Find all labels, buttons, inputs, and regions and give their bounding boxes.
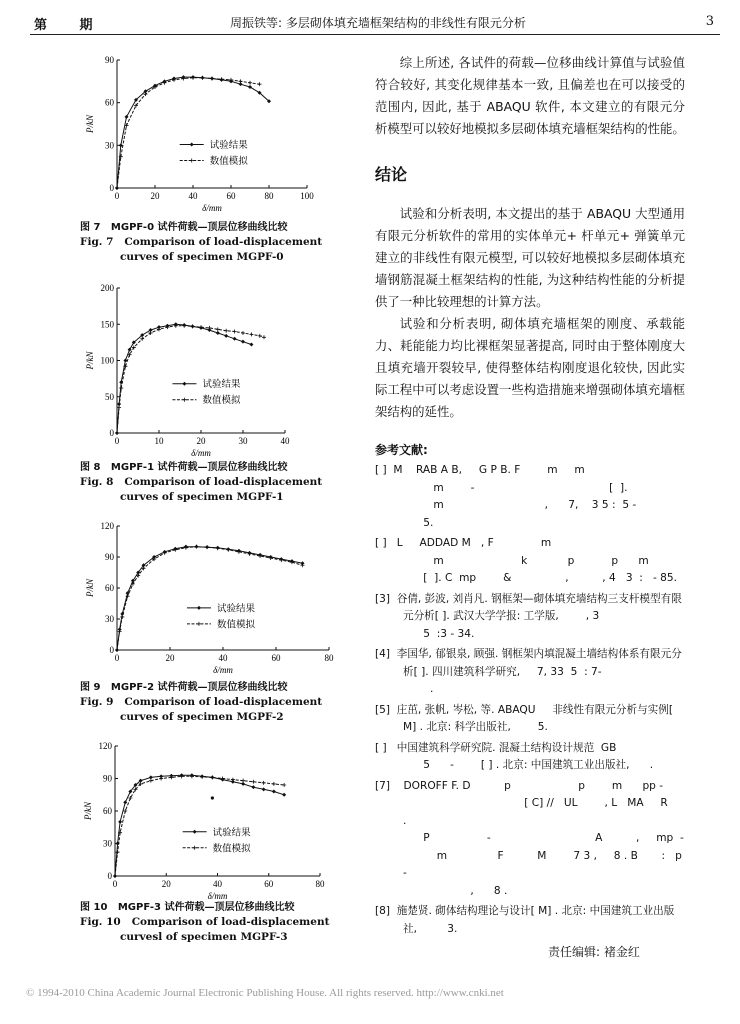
data-point-simulation: [115, 431, 119, 435]
chart-fig10: [75, 740, 325, 901]
caption-zh-label: 图 8: [80, 462, 101, 473]
copyright-footer: © 1994-2010 China Academic Journal Electronic Publishing House. All rights reserved. http://www.cnki.net: [26, 987, 504, 999]
editor-credit: 责任编辑: 褚金红: [548, 945, 640, 959]
right-column: [375, 52, 685, 941]
y-tick-label: 0: [107, 871, 112, 881]
y-axis-label: P/kN: [85, 115, 95, 133]
references-heading: 参考文献:: [375, 443, 428, 457]
y-axis-label: P/kN: [85, 579, 95, 597]
caption-en-label: Fig. 8: [80, 476, 114, 488]
data-point-simulation: [115, 186, 119, 190]
figure-8-caption: [80, 460, 350, 505]
reference-item: [4] 李国华, 郁银泉, 顾强. 钢框架内填混凝土墙结构体系有限元分析[ ]. 四川建筑科学研究, 7, 33 5 : 7- .: [375, 648, 682, 695]
figure-8: [75, 280, 315, 458]
series-line-test: [117, 547, 303, 650]
y-tick-label: 100: [100, 355, 114, 366]
conclusion-paragraph-2: 试验和分析表明, 砌体填充墙框架的刚度、承载能力、耗能能力均比裸框架显著提高, 同时由于整体刚度大且填充墙开裂较早, 使得整体结构刚度退化较快, 因此实际工程中可以考虑设置一些构造措施来增强砌体填充墙框架结构的延性。: [375, 316, 685, 419]
series-line-test: [117, 77, 269, 188]
data-point-simulation: [233, 330, 237, 334]
x-tick-label: 40: [188, 191, 198, 201]
y-axis-label: P/kN: [85, 351, 95, 370]
legend-marker-simulation: [193, 846, 197, 850]
data-point-simulation: [258, 334, 262, 338]
legend-label: 数值模拟: [212, 844, 251, 855]
legend-label: 试验结果: [216, 604, 255, 615]
caption-zh-title: MGPF-0 试件荷载—顶层位移曲线比较: [110, 222, 288, 233]
x-axis-label: δ/mm: [207, 891, 228, 901]
data-point-simulation: [258, 82, 262, 86]
caption-en-title: Comparison of load-displacement curves of specimen MGPF-2: [120, 696, 323, 723]
data-point-test: [251, 785, 255, 789]
data-point-simulation: [140, 337, 144, 341]
caption-en-title: Comparison of load-displacement curvesl of specimen MGPF-3: [120, 916, 330, 943]
x-tick-label: 80: [264, 191, 274, 201]
legend-label: 试验结果: [202, 380, 241, 391]
legend-marker-simulation: [182, 398, 186, 402]
issue-label: 第 期: [34, 18, 107, 33]
legend-marker-simulation: [197, 622, 201, 626]
data-point-test: [123, 359, 127, 363]
reference-item: [8] 施楚贤. 砌体结构理论与设计[ M] . 北京: 中国建筑工业出版社, 3.: [375, 905, 675, 935]
data-point-simulation: [251, 780, 255, 784]
caption-en-label: Fig. 9: [80, 696, 114, 708]
data-point-test: [282, 793, 286, 797]
data-point-simulation: [210, 76, 214, 80]
data-point-simulation: [191, 76, 195, 80]
y-tick-label: 90: [103, 773, 112, 784]
conclusion-paragraph-1: 试验和分析表明, 本文提出的基于 ABAQU 大型通用有限元分析软件的常用的实体单元+ 杆单元+ 弹簧单元建立的非线性有限元模型, 可以较好地模拟多层砌体填充墙钢筋混凝土框架结构的性能, 为这种结构性能的分析提供了一种比较理想的计算方法。: [375, 206, 685, 309]
legend-marker-test: [190, 142, 194, 146]
caption-en-title: Comparison of load-displacement curves of specimen MGPF-0: [120, 236, 323, 263]
data-point-simulation: [239, 79, 243, 83]
data-point-simulation: [159, 777, 163, 781]
legend-marker-simulation: [190, 158, 194, 162]
series-line-test: [117, 324, 251, 433]
data-point-simulation: [115, 648, 119, 652]
series-line-simulation: [117, 78, 260, 188]
legend-label: 数值模拟: [209, 156, 248, 167]
data-point-simulation: [262, 335, 266, 339]
x-tick-label: 20: [150, 191, 160, 201]
y-tick-label: 0: [109, 645, 114, 655]
data-point-simulation: [191, 324, 195, 328]
data-point-simulation: [116, 850, 120, 854]
y-tick-label: 30: [105, 614, 114, 624]
data-point-test: [233, 337, 237, 341]
y-tick-label: 150: [100, 319, 114, 330]
data-point-test: [272, 790, 276, 794]
data-point-test: [241, 340, 245, 344]
data-point-simulation: [231, 778, 235, 782]
caption-zh-label: 图 7: [80, 222, 101, 233]
x-tick-label: 60: [264, 879, 274, 889]
data-point-test: [118, 820, 122, 824]
conclusion-heading: 结论: [375, 165, 408, 184]
figure-9: [75, 520, 334, 675]
data-point-simulation: [216, 546, 220, 550]
data-point-simulation: [113, 874, 117, 878]
caption-zh-title: MGPF-1 试件荷载—顶层位移曲线比较: [110, 462, 288, 473]
series-line-simulation: [115, 776, 284, 876]
data-point-simulation: [216, 327, 220, 331]
x-tick-label: 30: [238, 436, 248, 446]
data-point-simulation: [119, 386, 123, 390]
x-tick-label: 0: [114, 436, 120, 446]
legend-label: 试验结果: [209, 140, 248, 151]
caption-zh-title: MGPF-3 试件荷载—顶层位移曲线比较: [117, 902, 295, 913]
legend-marker-test: [193, 830, 197, 834]
legend-label: 数值模拟: [202, 396, 241, 407]
x-tick-label: 60: [271, 653, 281, 663]
y-tick-label: 0: [109, 183, 114, 193]
intro-paragraph: 综上所述, 各试件的荷载—位移曲线计算值与试验值符合较好, 其变化规律基本一致, 且偏差也在可以接受的范围内, 因此, 基于 ABAQU 软件, 本文建立的有限元分析模型可以较好地模拟多层砌体填充墙框架结构的性能。: [375, 55, 685, 136]
y-tick-label: 30: [105, 140, 114, 151]
x-axis-label: δ/mm: [202, 203, 222, 213]
y-tick-label: 30: [103, 838, 112, 849]
x-tick-label: 80: [324, 653, 334, 663]
data-point-simulation: [262, 781, 266, 785]
reference-item: [5] 庄茁, 张帆, 岑松, 等. ABAQU 非线性有限元分析与实例[ M] . 北京: 科学出版社, 5.: [375, 703, 677, 733]
legend-label: 数值模拟: [216, 620, 255, 631]
page-number: 3: [705, 14, 714, 29]
x-tick-label: 0: [112, 879, 118, 889]
x-tick-label: 60: [226, 191, 236, 201]
legend-marker-test: [197, 606, 201, 610]
legend-label: 试验结果: [212, 828, 251, 839]
caption-zh-label: 图 10: [80, 902, 108, 913]
data-point-simulation: [132, 345, 136, 349]
chart-fig8: [75, 280, 315, 458]
y-tick-label: 60: [103, 806, 112, 816]
x-tick-label: 10: [154, 436, 164, 446]
data-point-simulation: [149, 779, 153, 783]
data-point-test: [224, 334, 228, 338]
running-header: [30, 8, 720, 35]
x-tick-label: 20: [161, 879, 171, 889]
legend-marker-test: [182, 382, 186, 386]
y-tick-label: 90: [105, 552, 114, 562]
y-tick-label: 120: [100, 521, 114, 531]
y-tick-label: 60: [105, 97, 114, 108]
figure-7-caption: [80, 220, 350, 265]
data-point-simulation: [200, 775, 204, 779]
data-point-simulation: [241, 331, 245, 335]
data-point-simulation: [182, 324, 186, 328]
y-tick-label: 200: [100, 283, 114, 293]
data-point-simulation: [118, 629, 122, 633]
caption-en-label: Fig. 10: [80, 916, 121, 928]
y-tick-label: 120: [98, 741, 112, 751]
reference-item: [3] 谷倩, 彭波, 刘肖凡. 钢框架—砌体填充墙结构三支杆模型有限元分析[ ]. 武汉大学学报: 工学版, , 3 5 :3 - 34.: [375, 592, 682, 640]
data-point-test: [249, 343, 253, 347]
data-point-simulation: [210, 775, 214, 779]
x-tick-label: 0: [114, 653, 120, 663]
data-point-simulation: [249, 332, 253, 336]
data-point-simulation: [205, 545, 209, 549]
figure-9-caption: [80, 680, 350, 725]
figure-7: [75, 52, 315, 212]
data-point-test: [216, 331, 220, 335]
reference-item: [ ] 中国建筑科学研究院. 混凝土结构设计规范 GB 5 - [ ] . 北京: 中国建筑工业出版社, .: [375, 741, 654, 771]
outlier-point: [211, 796, 214, 799]
data-point-test: [123, 800, 127, 804]
data-point-simulation: [248, 81, 252, 85]
data-point-simulation: [201, 76, 205, 80]
reference-item: [ ] M RAB A B, G P B. F m m m - [ ]. m , 7, 3 5 : 5 - 5.: [375, 464, 637, 529]
data-point-simulation: [224, 329, 228, 333]
data-point-test: [125, 115, 129, 119]
y-tick-label: 60: [105, 583, 114, 593]
caption-en-label: Fig. 7: [80, 236, 114, 248]
data-point-simulation: [195, 545, 199, 549]
x-tick-label: 80: [315, 879, 325, 889]
x-tick-label: 40: [213, 879, 222, 889]
reference-item: [7] DOROFF F. D p p m pp - [ C] // UL , L MA R . P - A , mp - m F M 7 3 , 8 . B : p - , 8 .: [375, 779, 684, 897]
x-tick-label: 20: [165, 653, 175, 663]
data-point-simulation: [272, 782, 276, 786]
chart-fig9: [75, 520, 334, 675]
figure-10-caption: [80, 900, 350, 945]
x-axis-label: δ/mm: [191, 448, 211, 458]
data-point-simulation: [117, 406, 121, 410]
x-tick-label: 100: [300, 191, 314, 201]
y-tick-label: 50: [105, 391, 114, 402]
x-tick-label: 20: [196, 436, 206, 446]
chart-fig7: [75, 52, 315, 212]
x-tick-label: 0: [114, 191, 120, 201]
series-line-test: [115, 775, 284, 876]
x-axis-label: δ/mm: [213, 665, 233, 675]
data-point-simulation: [120, 615, 124, 619]
data-point-simulation: [241, 779, 245, 783]
x-tick-label: 40: [280, 436, 290, 446]
caption-zh-title: MGPF-2 试件荷载—顶层位移曲线比较: [110, 682, 288, 693]
series-line-simulation: [117, 547, 303, 650]
data-point-simulation: [301, 563, 305, 567]
figure-10: [75, 740, 325, 901]
caption-en-title: Comparison of load-displacement curves of specimen MGPF-1: [120, 476, 323, 503]
reference-item: [ ] L ADDAD M , F m m k p p m [ ]. C mp & , , 4 3 : - 85.: [375, 537, 678, 584]
y-tick-label: 0: [109, 428, 114, 438]
y-tick-label: 90: [105, 55, 114, 65]
data-point-test: [128, 348, 132, 352]
y-axis-label: P/kN: [83, 802, 93, 820]
running-title: 周振铁等: 多层砌体填充墙框架结构的非线性有限元分析: [230, 16, 526, 30]
data-point-test: [262, 787, 266, 791]
caption-zh-label: 图 9: [80, 682, 101, 693]
data-point-simulation: [226, 548, 230, 552]
x-tick-label: 40: [218, 653, 228, 663]
data-point-simulation: [282, 783, 286, 787]
